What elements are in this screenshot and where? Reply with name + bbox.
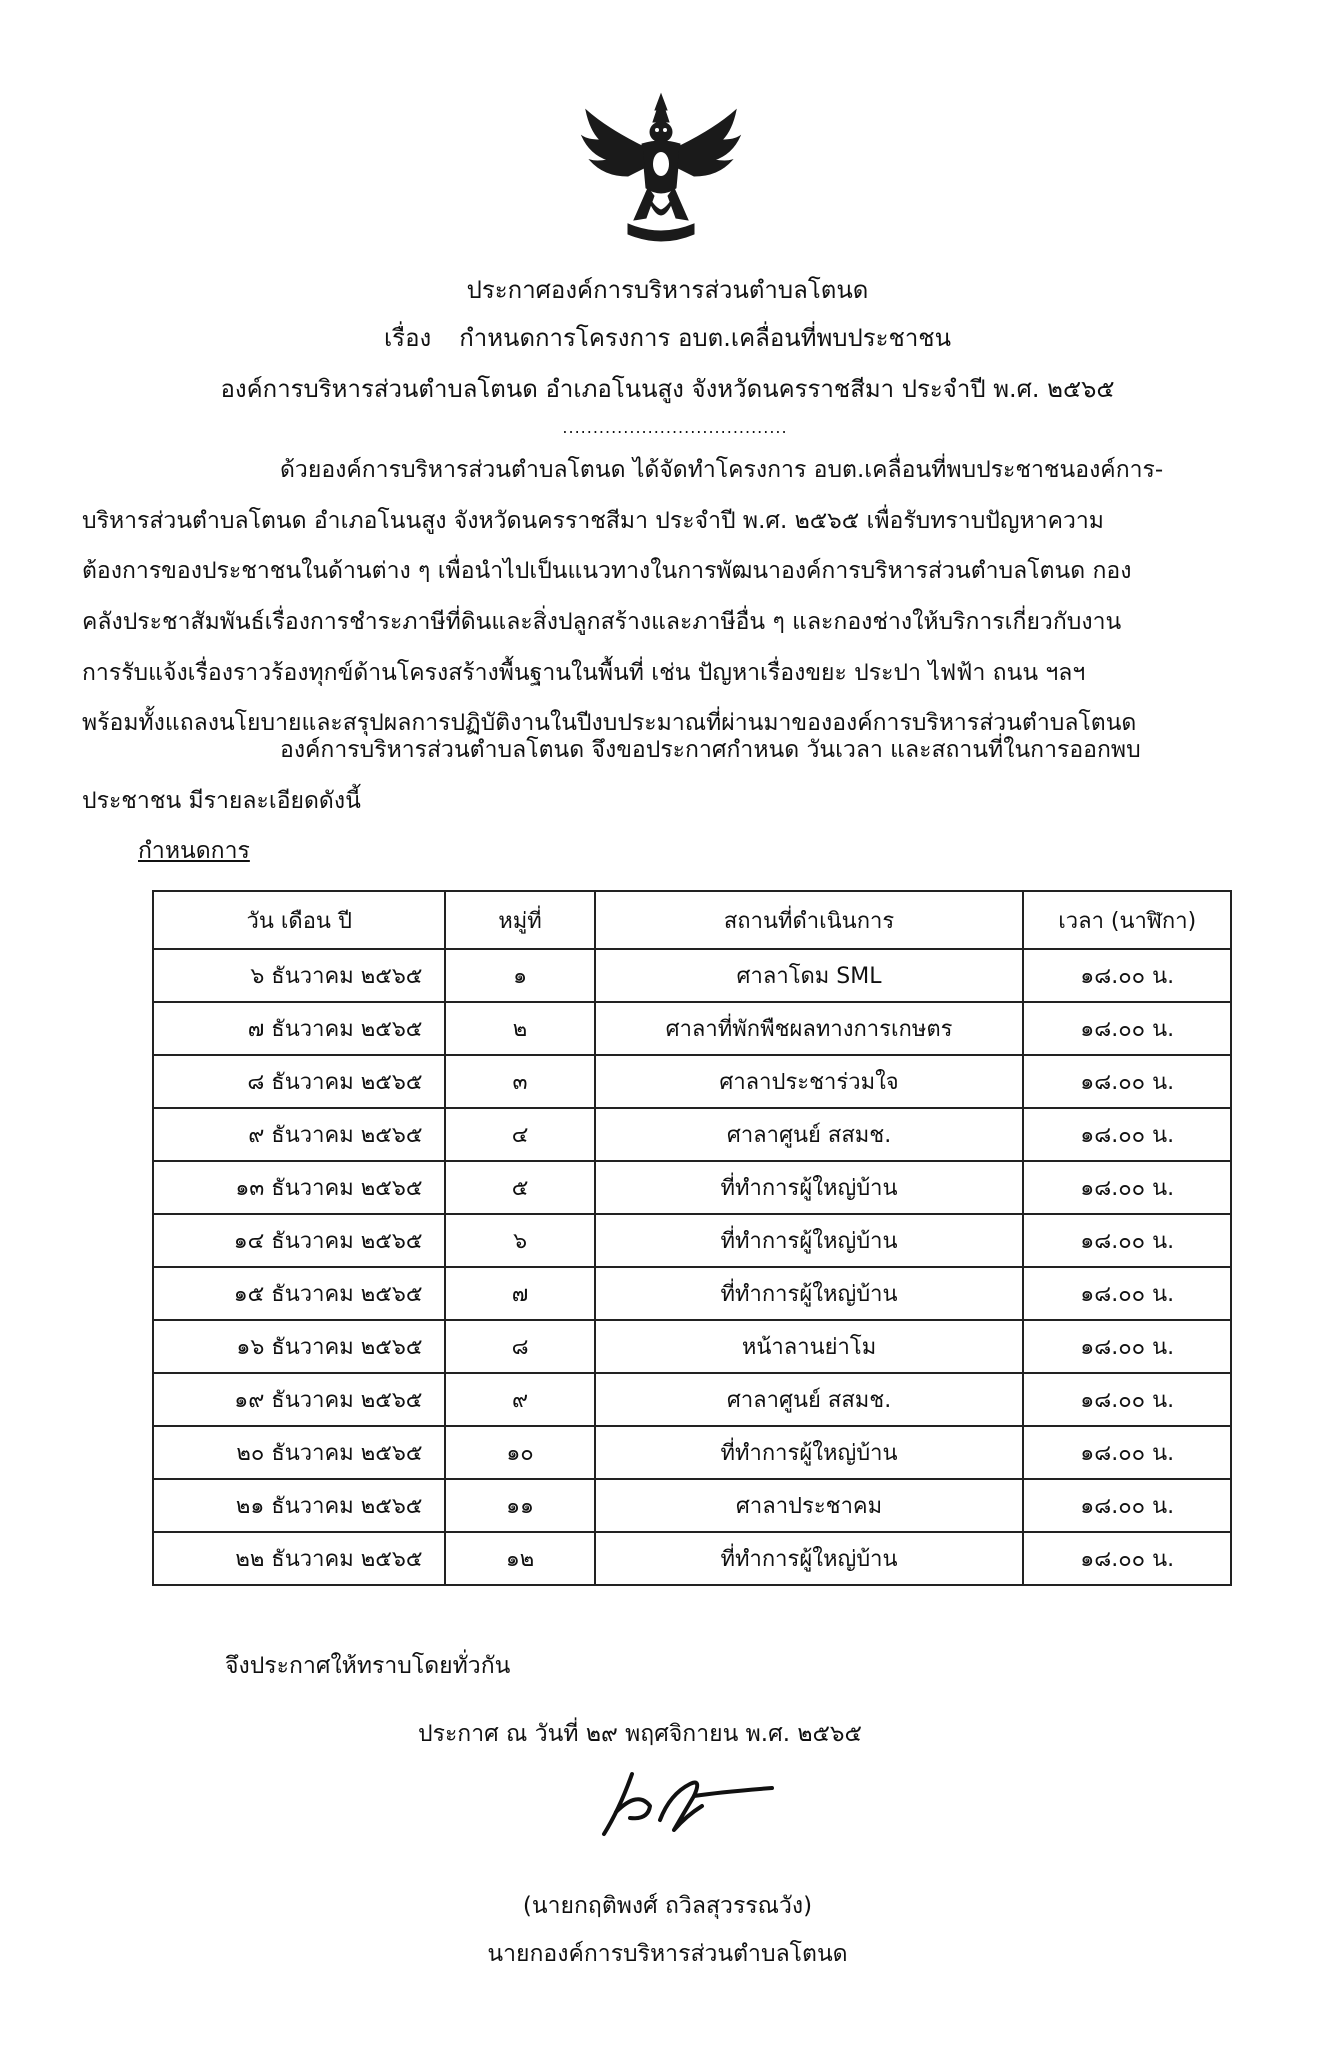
subject-label: เรื่อง	[383, 324, 432, 352]
cell-date: ๑๕ ธันวาคม ๒๕๖๕	[153, 1267, 445, 1320]
table-row	[153, 1479, 1231, 1532]
cell-date: ๙ ธันวาคม ๒๕๖๕	[153, 1108, 445, 1161]
cell-time: ๑๘.๐๐ น.	[1023, 1479, 1231, 1532]
cell-time: ๑๘.๐๐ น.	[1023, 1532, 1231, 1585]
garuda-emblem-icon	[576, 88, 746, 258]
cell-time: ๑๘.๐๐ น.	[1023, 1161, 1231, 1214]
cell-date: ๒๑ ธันวาคม ๒๕๖๕	[153, 1479, 445, 1532]
announcement-subject	[0, 318, 1335, 357]
cell-moo: ๙	[445, 1373, 594, 1426]
cell-date: ๘ ธันวาคม ๒๕๖๕	[153, 1055, 445, 1108]
cell-date: ๑๓ ธันวาคม ๒๕๖๕	[153, 1161, 445, 1214]
cell-time: ๑๘.๐๐ น.	[1023, 1320, 1231, 1373]
header-place: สถานที่ดำเนินการ	[595, 891, 1024, 949]
announcement-date: ประกาศ ณ วันที่ ๒๙ พฤศจิกายน พ.ศ. ๒๕๖๕	[418, 1721, 862, 1747]
table-row	[153, 1108, 1231, 1161]
header-time: เวลา (นาฬิกา)	[1023, 891, 1231, 949]
body-line: ประชาชน มีรายละเอียดดังนี้	[82, 788, 361, 814]
cell-place: ที่ทำการผู้ใหญ่บ้าน	[595, 1267, 1024, 1320]
cell-place: ศาลาศูนย์ สสมช.	[595, 1108, 1024, 1161]
table-row	[153, 1320, 1231, 1373]
table-row	[153, 1426, 1231, 1479]
schedule-table	[152, 890, 1232, 1586]
cell-date: ๑๙ ธันวาคม ๒๕๖๕	[153, 1373, 445, 1426]
cell-moo: ๔	[445, 1108, 594, 1161]
cell-place: ที่ทำการผู้ใหญ่บ้าน	[595, 1214, 1024, 1267]
header-date: วัน เดือน ปี	[153, 891, 445, 949]
signer-name: (นายกฤติพงศ์ ถวิลสุวรรณวัง)	[522, 1893, 813, 1919]
cell-date: ๑๖ ธันวาคม ๒๕๖๕	[153, 1320, 445, 1373]
cell-place: ศาลาที่พักพืชผลทางการเกษตร	[595, 1002, 1024, 1055]
table-row	[153, 1532, 1231, 1585]
subject-text: กำหนดการโครงการ อบต.เคลื่อนที่พบประชาชน	[459, 324, 952, 352]
cell-date: ๖ ธันวาคม ๒๕๖๕	[153, 949, 445, 1002]
body-line: พร้อมทั้งแถลงนโยบายและสรุปผลการปฏิบัติงานในปีงบประมาณที่ผ่านมาขององค์การบริหารส่วนตำบลโตนด	[82, 710, 1137, 736]
signer-title: นายกองค์การบริหารส่วนตำบลโตนด	[487, 1941, 848, 1967]
handwritten-signature	[590, 1760, 780, 1840]
cell-time: ๑๘.๐๐ น.	[1023, 1267, 1231, 1320]
cell-place: ศาลาประชาร่วมใจ	[595, 1055, 1024, 1108]
cell-place: หน้าลานย่าโม	[595, 1320, 1024, 1373]
cell-moo: ๑๒	[445, 1532, 594, 1585]
cell-time: ๑๘.๐๐ น.	[1023, 1002, 1231, 1055]
cell-time: ๑๘.๐๐ น.	[1023, 1108, 1231, 1161]
cell-moo: ๑๐	[445, 1426, 594, 1479]
table-row	[153, 1055, 1231, 1108]
header-moo: หมู่ที่	[445, 891, 594, 949]
header-separator: .....................................	[562, 418, 788, 437]
cell-moo: ๕	[445, 1161, 594, 1214]
cell-place: ศาลาประชาคม	[595, 1479, 1024, 1532]
cell-date: ๑๔ ธันวาคม ๒๕๖๕	[153, 1214, 445, 1267]
cell-time: ๑๘.๐๐ น.	[1023, 1055, 1231, 1108]
table-row	[153, 1214, 1231, 1267]
cell-place: ศาลาโดม SML	[595, 949, 1024, 1002]
schedule-title: กำหนดการ	[138, 838, 250, 864]
cell-place: ที่ทำการผู้ใหญ่บ้าน	[595, 1161, 1024, 1214]
closing-notice: จึงประกาศให้ทราบโดยทั่วกัน	[225, 1653, 511, 1679]
table-row	[153, 1373, 1231, 1426]
cell-date: ๗ ธันวาคม ๒๕๖๕	[153, 1002, 445, 1055]
cell-place: ศาลาศูนย์ สสมช.	[595, 1373, 1024, 1426]
cell-moo: ๒	[445, 1002, 594, 1055]
body-line: การรับแจ้งเรื่องราวร้องทุกข์ด้านโครงสร้างพื้นฐานในพื้นที่ เช่น ปัญหาเรื่องขยะ ประปา ไฟฟ้า ถนน ฯลฯ	[82, 660, 1086, 686]
table-row	[153, 1002, 1231, 1055]
table-row	[153, 949, 1231, 1002]
body-line: องค์การบริหารส่วนตำบลโตนด จึงขอประกาศกำหนด วันเวลา และสถานที่ในการออกพบ	[280, 737, 1141, 763]
table-row	[153, 1267, 1231, 1320]
cell-moo: ๑	[445, 949, 594, 1002]
cell-moo: ๘	[445, 1320, 594, 1373]
announcement-organization-line: องค์การบริหารส่วนตำบลโตนด อำเภอโนนสูง จังหวัดนครราชสีมา ประจำปี พ.ศ. ๒๕๖๕	[220, 375, 1115, 403]
table-row	[153, 1161, 1231, 1214]
cell-moo: ๖	[445, 1214, 594, 1267]
cell-time: ๑๘.๐๐ น.	[1023, 1426, 1231, 1479]
table-header-row	[153, 891, 1231, 949]
announcement-heading: ประกาศองค์การบริหารส่วนตำบลโตนด	[466, 276, 869, 304]
body-line: บริหารส่วนตำบลโตนด อำเภอโนนสูง จังหวัดนครราชสีมา ประจำปี พ.ศ. ๒๕๖๕ เพื่อรับทราบปัญหาความ	[82, 508, 1104, 534]
body-line: คลังประชาสัมพันธ์เรื่องการชำระภาษีที่ดินและสิ่งปลูกสร้างและภาษีอื่น ๆ และกองช่างให้บริการเกี่ยวกับงาน	[82, 609, 1122, 635]
cell-place: ที่ทำการผู้ใหญ่บ้าน	[595, 1532, 1024, 1585]
cell-time: ๑๘.๐๐ น.	[1023, 949, 1231, 1002]
cell-moo: ๓	[445, 1055, 594, 1108]
cell-date: ๒๒ ธันวาคม ๒๕๖๕	[153, 1532, 445, 1585]
cell-time: ๑๘.๐๐ น.	[1023, 1373, 1231, 1426]
cell-date: ๒๐ ธันวาคม ๒๕๖๕	[153, 1426, 445, 1479]
body-line: ต้องการของประชาชนในด้านต่าง ๆ เพื่อนำไปเป็นแนวทางในการพัฒนาองค์การบริหารส่วนตำบลโตนด กอง	[82, 558, 1132, 584]
cell-place: ที่ทำการผู้ใหญ่บ้าน	[595, 1426, 1024, 1479]
cell-moo: ๗	[445, 1267, 594, 1320]
cell-moo: ๑๑	[445, 1479, 594, 1532]
body-line: ด้วยองค์การบริหารส่วนตำบลโตนด ได้จัดทำโครงการ อบต.เคลื่อนที่พบประชาชนองค์การ-	[280, 457, 1164, 483]
cell-time: ๑๘.๐๐ น.	[1023, 1214, 1231, 1267]
